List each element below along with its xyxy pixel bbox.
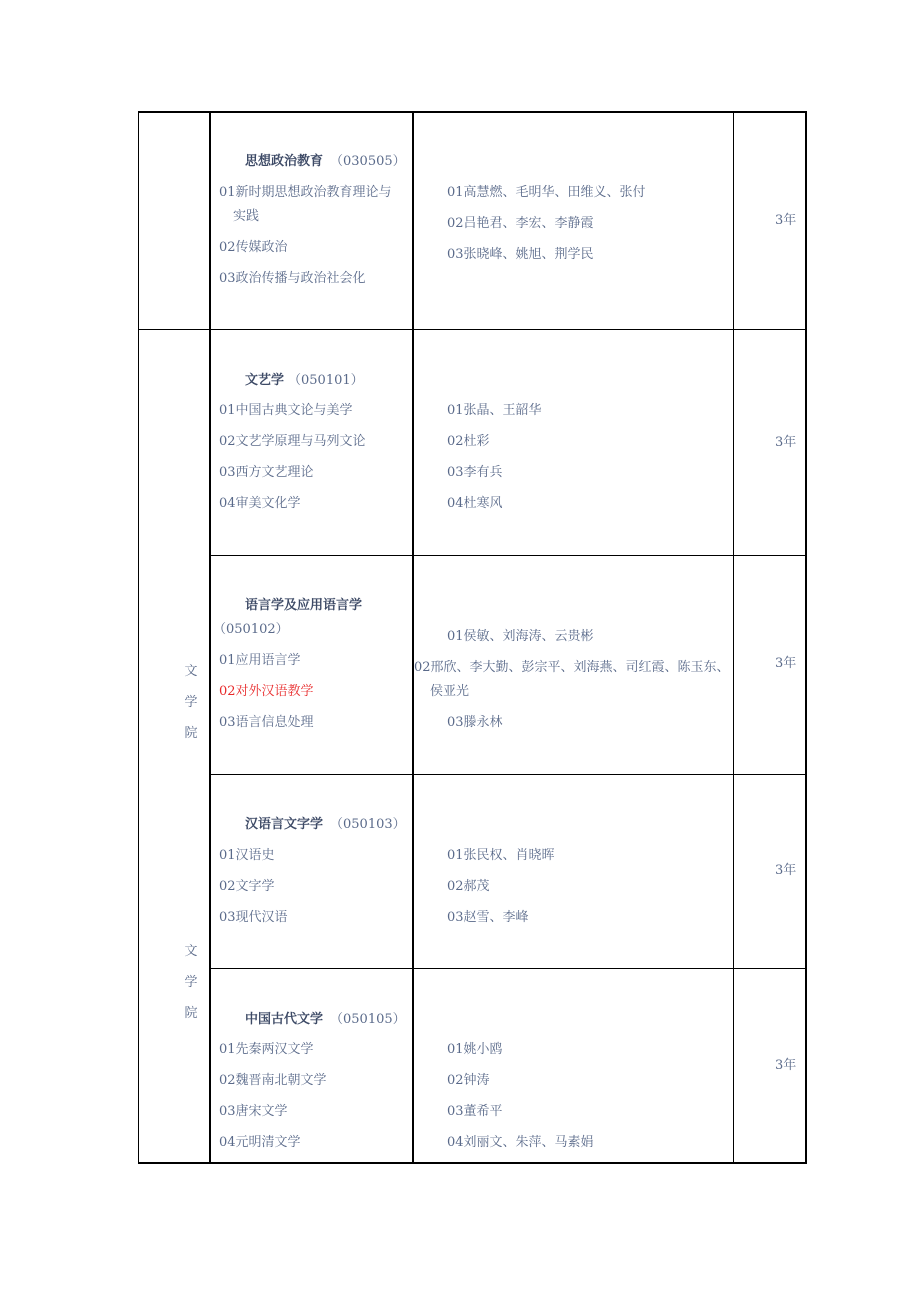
research-direction: 01中国古典文论与美学 (219, 403, 353, 418)
table-border-top (138, 111, 807, 113)
advisor-list: 03董希平 (447, 1104, 503, 1119)
research-direction: 02魏晋南北朝文学 (219, 1073, 327, 1088)
row-divider (209, 774, 807, 775)
research-direction: 04审美文化学 (219, 496, 301, 511)
research-direction: 02文艺学原理与马列文论 (219, 434, 366, 449)
major-name: 思想政治教育 (245, 154, 324, 169)
research-direction: 03唐宋文学 (219, 1104, 288, 1119)
research-direction: 03现代汉语 (219, 910, 288, 925)
advisor-list: 03赵雪、李峰 (447, 910, 529, 925)
table-border-right (805, 111, 807, 1164)
major-name: 文艺学 (245, 373, 285, 388)
advisor-list: 01侯敏、刘海涛、云贵彬 (447, 629, 594, 644)
study-duration: 3年 (775, 863, 797, 878)
row-divider (209, 555, 807, 556)
advisor-list: 04杜寒风 (447, 496, 503, 511)
advisor-list: 03李有兵 (447, 465, 503, 480)
research-direction: 实践 (233, 209, 260, 224)
advisor-list: 03张晓峰、姚旭、荆学民 (447, 247, 594, 262)
row-divider (138, 329, 807, 330)
research-direction: 02文字学 (219, 879, 275, 894)
research-direction: 03西方文艺理论 (219, 465, 314, 480)
advisor-list: 02杜彩 (447, 434, 490, 449)
research-direction: 01先秦两汉文学 (219, 1042, 314, 1057)
study-duration: 3年 (775, 435, 797, 450)
research-direction: 03政治传播与政治社会化 (219, 271, 366, 286)
major-name: 中国古代文学 (245, 1012, 324, 1027)
major-code: （050103） (330, 817, 406, 832)
table-border-bottom (138, 1162, 807, 1164)
advisor-list: 01张民权、肖晓晖 (447, 848, 555, 863)
study-duration: 3年 (775, 1058, 797, 1073)
major-code: （050101） (288, 373, 364, 388)
advisor-list: 02邢欣、李大勤、彭宗平、刘海燕、司红霞、陈玉东、 (414, 660, 730, 675)
research-direction: 04元明清文学 (219, 1135, 301, 1150)
study-duration: 3年 (775, 213, 797, 228)
advisor-list: 04刘丽文、朱萍、马素娟 (447, 1135, 594, 1150)
research-direction: 01汉语史 (219, 848, 275, 863)
column-divider (733, 111, 734, 1164)
research-direction: 01新时期思想政治教育理论与 (219, 185, 392, 200)
advisor-list: 02吕艳君、李宏、李静霞 (447, 216, 594, 231)
advisor-list: 01高慧燃、毛明华、田维义、张付 (447, 185, 646, 200)
major-code: （030505） (330, 154, 406, 169)
research-direction: 03语言信息处理 (219, 715, 314, 730)
advisor-list: 侯亚光 (430, 684, 470, 699)
column-divider (209, 111, 211, 1164)
major-code: （050102） (213, 622, 289, 637)
advisor-list: 03滕永林 (447, 715, 503, 730)
research-direction: 02传媒政治 (219, 240, 288, 255)
advisor-list: 02郝茂 (447, 879, 490, 894)
research-direction: 01应用语言学 (219, 653, 301, 668)
research-direction-highlighted: 02对外汉语教学 (219, 684, 314, 699)
major-name: 语言学及应用语言学 (245, 598, 363, 613)
table-border-left (138, 111, 139, 1164)
study-duration: 3年 (775, 656, 797, 671)
column-divider (412, 111, 414, 1164)
major-name: 汉语言文字学 (245, 817, 324, 832)
major-code: （050105） (330, 1012, 406, 1027)
row-divider (209, 968, 807, 969)
advisor-list: 01张晶、王韶华 (447, 403, 542, 418)
advisor-list: 01姚小鸥 (447, 1042, 503, 1057)
advisor-list: 02钟涛 (447, 1073, 490, 1088)
